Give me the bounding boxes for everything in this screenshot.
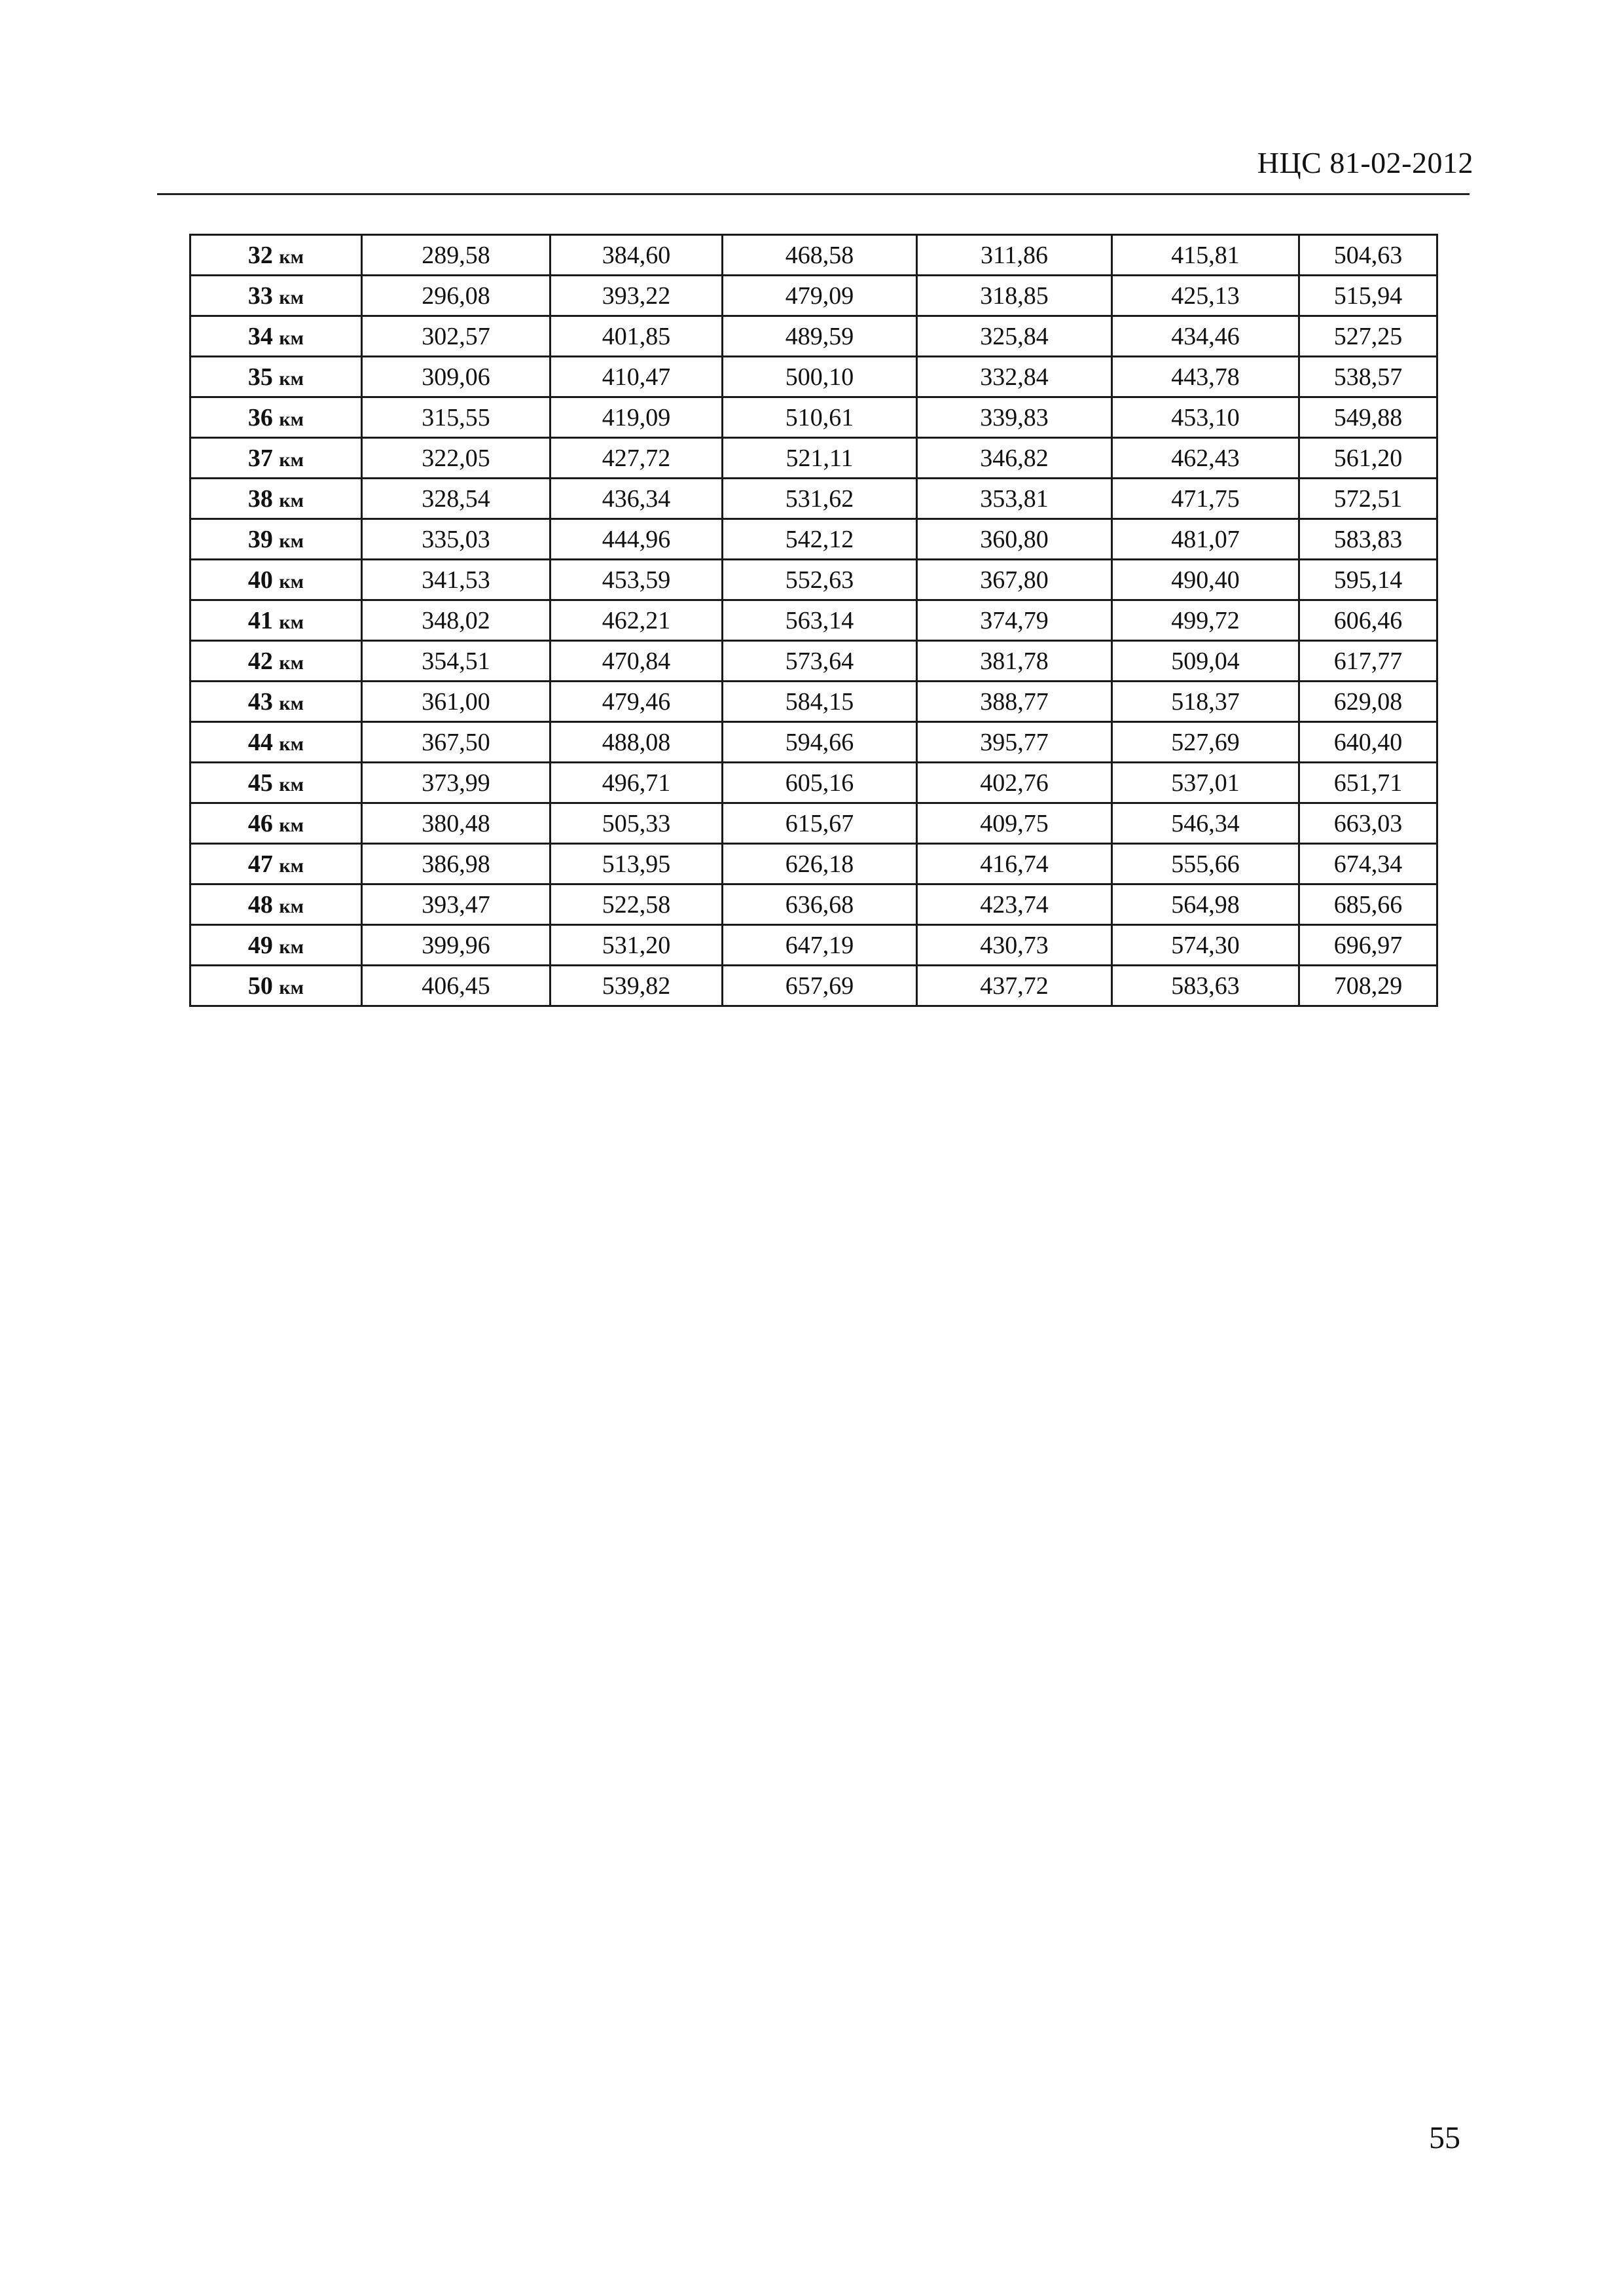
distance-cell [190,397,362,438]
value-cell: 488,08 [550,722,723,763]
value-cell: 462,21 [550,600,723,641]
distance-cell [190,276,362,316]
value-cell: 513,95 [550,844,723,884]
distance-cell [190,844,362,884]
distance-unit: км [279,327,304,349]
value-cell: 647,19 [723,925,917,966]
distance-unit: км [279,489,304,511]
distance-cell [190,803,362,844]
distance-value: 39 [247,525,273,553]
value-cell: 674,34 [1299,844,1437,884]
distance-unit: км [279,895,304,917]
value-cell: 606,46 [1299,600,1437,641]
header-rule [157,193,1470,195]
value-cell: 453,59 [550,560,723,600]
value-cell: 384,60 [550,235,723,276]
distance-cell [190,763,362,803]
distance-value: 33 [247,282,273,310]
table-body [190,235,1437,1006]
value-cell: 315,55 [362,397,550,438]
value-cell: 462,43 [1112,438,1299,479]
distance-value: 44 [247,728,273,756]
distance-unit: км [279,733,304,755]
distance-unit: км [279,530,304,552]
value-cell: 574,30 [1112,925,1299,966]
value-cell: 401,85 [550,316,723,357]
value-cell: 490,40 [1112,560,1299,600]
distance-unit: км [279,611,304,633]
value-cell: 595,14 [1299,560,1437,600]
value-cell: 522,58 [550,884,723,925]
distance-value: 38 [247,484,273,513]
table-row [190,276,1437,316]
distance-cell [190,966,362,1006]
value-cell: 425,13 [1112,276,1299,316]
value-cell: 373,99 [362,763,550,803]
distance-cell [190,600,362,641]
distance-unit: км [279,651,304,674]
value-cell: 395,77 [917,722,1112,763]
value-cell: 354,51 [362,641,550,682]
value-cell: 367,50 [362,722,550,763]
value-cell: 696,97 [1299,925,1437,966]
value-cell: 629,08 [1299,682,1437,722]
value-cell: 573,64 [723,641,917,682]
value-cell: 527,25 [1299,316,1437,357]
table-row [190,560,1437,600]
table-row [190,803,1437,844]
value-cell: 423,74 [917,884,1112,925]
value-cell: 468,58 [723,235,917,276]
value-cell: 318,85 [917,276,1112,316]
value-cell: 296,08 [362,276,550,316]
distance-cell [190,925,362,966]
value-cell: 339,83 [917,397,1112,438]
value-cell: 504,63 [1299,235,1437,276]
distance-unit: км [279,246,304,268]
distance-value: 40 [247,566,273,594]
value-cell: 302,57 [362,316,550,357]
value-cell: 471,75 [1112,479,1299,519]
distance-cell [190,316,362,357]
value-cell: 427,72 [550,438,723,479]
distance-cell [190,884,362,925]
value-cell: 380,48 [362,803,550,844]
value-cell: 496,71 [550,763,723,803]
value-cell: 479,09 [723,276,917,316]
distance-cell [190,519,362,560]
table-row [190,641,1437,682]
value-cell: 489,59 [723,316,917,357]
distance-unit: км [279,814,304,836]
value-cell: 393,22 [550,276,723,316]
value-cell: 335,03 [362,519,550,560]
table-row [190,925,1437,966]
value-cell: 444,96 [550,519,723,560]
table-row [190,722,1437,763]
distance-unit: км [279,367,304,390]
table-row [190,600,1437,641]
value-cell: 311,86 [917,235,1112,276]
value-cell: 341,53 [362,560,550,600]
distance-cell [190,235,362,276]
page-number: 55 [1429,2121,1460,2155]
value-cell: 583,63 [1112,966,1299,1006]
value-cell: 651,71 [1299,763,1437,803]
value-cell: 361,00 [362,682,550,722]
value-cell: 309,06 [362,357,550,397]
table-row [190,235,1437,276]
table-row [190,763,1437,803]
distance-unit: км [279,286,304,308]
value-cell: 663,03 [1299,803,1437,844]
distance-cell [190,641,362,682]
distance-value: 49 [247,931,273,959]
value-cell: 346,82 [917,438,1112,479]
value-cell: 510,61 [723,397,917,438]
value-cell: 402,76 [917,763,1112,803]
value-cell: 322,05 [362,438,550,479]
value-cell: 436,34 [550,479,723,519]
value-cell: 542,12 [723,519,917,560]
value-cell: 605,16 [723,763,917,803]
distance-value: 36 [247,403,273,431]
value-cell: 289,58 [362,235,550,276]
value-cell: 481,07 [1112,519,1299,560]
value-cell: 410,47 [550,357,723,397]
distance-value: 50 [247,972,273,1000]
distance-value: 34 [247,322,273,350]
value-cell: 563,14 [723,600,917,641]
value-cell: 539,82 [550,966,723,1006]
value-cell: 505,33 [550,803,723,844]
distance-value: 41 [247,606,273,634]
value-cell: 399,96 [362,925,550,966]
distance-unit: км [279,692,304,714]
value-cell: 393,47 [362,884,550,925]
value-cell: 415,81 [1112,235,1299,276]
distance-value: 42 [247,647,273,675]
value-cell: 538,57 [1299,357,1437,397]
value-cell: 527,69 [1112,722,1299,763]
value-cell: 406,45 [362,966,550,1006]
table-row [190,357,1437,397]
distance-cell [190,357,362,397]
table-row [190,844,1437,884]
value-cell: 685,66 [1299,884,1437,925]
distance-cell [190,479,362,519]
value-cell: 572,51 [1299,479,1437,519]
distance-rates-table [189,234,1438,1007]
value-cell: 348,02 [362,600,550,641]
distance-unit: км [279,936,304,958]
value-cell: 564,98 [1112,884,1299,925]
distance-value: 35 [247,363,273,391]
distance-cell [190,682,362,722]
distance-value: 48 [247,890,273,919]
value-cell: 374,79 [917,600,1112,641]
distance-unit: км [279,976,304,998]
distance-value: 43 [247,687,273,716]
value-cell: 332,84 [917,357,1112,397]
distance-value: 45 [247,769,273,797]
value-cell: 479,46 [550,682,723,722]
table-row [190,479,1437,519]
value-cell: 546,34 [1112,803,1299,844]
distance-unit: км [279,448,304,471]
distance-cell [190,722,362,763]
distance-unit: км [279,408,304,430]
value-cell: 500,10 [723,357,917,397]
value-cell: 515,94 [1299,276,1437,316]
distance-unit: км [279,773,304,795]
value-cell: 437,72 [917,966,1112,1006]
value-cell: 416,74 [917,844,1112,884]
value-cell: 615,67 [723,803,917,844]
table-row [190,519,1437,560]
value-cell: 388,77 [917,682,1112,722]
value-cell: 552,63 [723,560,917,600]
distance-value: 37 [247,444,273,472]
table-row [190,438,1437,479]
table-row [190,397,1437,438]
distance-value: 46 [247,809,273,837]
value-cell: 499,72 [1112,600,1299,641]
value-cell: 561,20 [1299,438,1437,479]
value-cell: 617,77 [1299,641,1437,682]
value-cell: 409,75 [917,803,1112,844]
distance-unit: км [279,854,304,877]
value-cell: 531,20 [550,925,723,966]
value-cell: 325,84 [917,316,1112,357]
value-cell: 521,11 [723,438,917,479]
value-cell: 430,73 [917,925,1112,966]
value-cell: 531,62 [723,479,917,519]
value-cell: 386,98 [362,844,550,884]
value-cell: 626,18 [723,844,917,884]
distance-value: 32 [247,241,273,269]
value-cell: 434,46 [1112,316,1299,357]
value-cell: 583,83 [1299,519,1437,560]
value-cell: 594,66 [723,722,917,763]
value-cell: 443,78 [1112,357,1299,397]
value-cell: 328,54 [362,479,550,519]
table-row [190,884,1437,925]
value-cell: 360,80 [917,519,1112,560]
value-cell: 453,10 [1112,397,1299,438]
distance-value: 47 [247,850,273,878]
value-cell: 419,09 [550,397,723,438]
value-cell: 518,37 [1112,682,1299,722]
value-cell: 367,80 [917,560,1112,600]
distance-cell [190,438,362,479]
distance-cell [190,560,362,600]
value-cell: 584,15 [723,682,917,722]
document-code: НЦС 81-02-2012 [1257,146,1473,179]
value-cell: 555,66 [1112,844,1299,884]
table-row [190,966,1437,1006]
value-cell: 549,88 [1299,397,1437,438]
distance-unit: км [279,570,304,592]
value-cell: 708,29 [1299,966,1437,1006]
value-cell: 470,84 [550,641,723,682]
value-cell: 636,68 [723,884,917,925]
value-cell: 509,04 [1112,641,1299,682]
value-cell: 657,69 [723,966,917,1006]
value-cell: 381,78 [917,641,1112,682]
value-cell: 537,01 [1112,763,1299,803]
value-cell: 353,81 [917,479,1112,519]
table-row [190,682,1437,722]
table-row [190,316,1437,357]
value-cell: 640,40 [1299,722,1437,763]
